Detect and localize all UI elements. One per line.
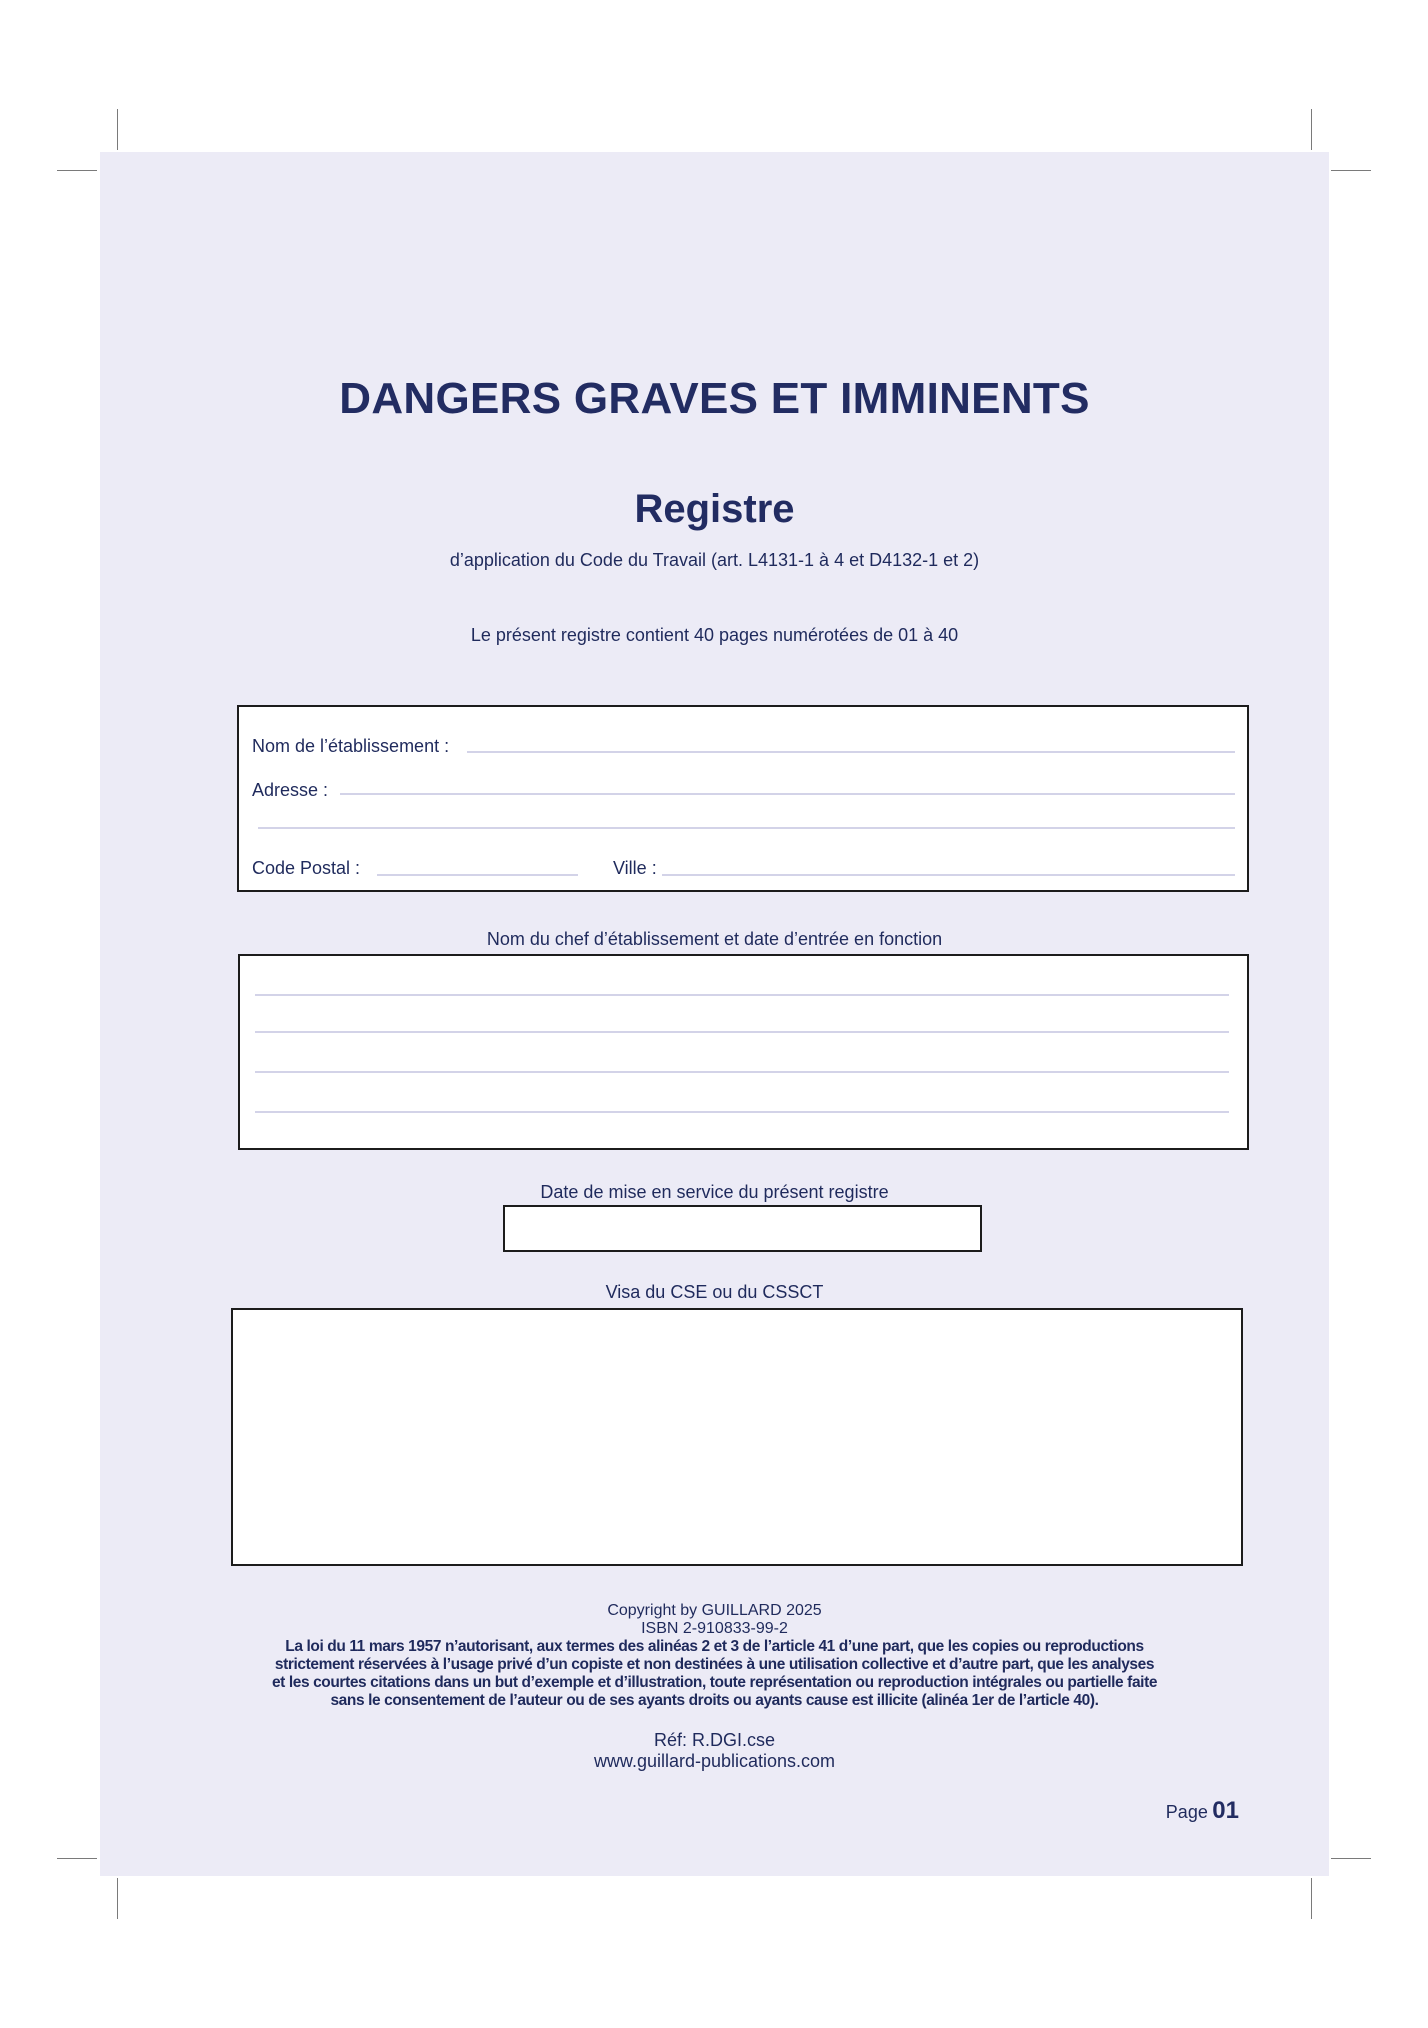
crop-mark-top-right-vertical <box>1311 109 1312 150</box>
page-number-label: Page <box>1165 1802 1208 1822</box>
page-number-value: 01 <box>1212 1797 1239 1824</box>
crop-mark-bottom-right-horizontal <box>1331 1858 1371 1859</box>
city-label: Ville : <box>613 858 657 878</box>
establishment-head-label: Nom du chef d’établissement et date d’entrée en fonction <box>486 929 943 949</box>
address-field-line-2[interactable] <box>258 827 1235 829</box>
head-field-line-3[interactable] <box>255 1071 1229 1073</box>
postal-code-field[interactable] <box>377 874 578 876</box>
page-number <box>1166 1797 1239 1825</box>
establishment-box <box>237 705 1249 892</box>
commissioning-date-field[interactable] <box>503 1205 982 1252</box>
reference-code: Réf: R.DGI.cse <box>653 1730 776 1750</box>
postal-code-label: Code Postal : <box>252 858 361 878</box>
establishment-name-field[interactable] <box>467 751 1235 753</box>
address-field-line-1[interactable] <box>340 793 1235 795</box>
crop-mark-top-left-vertical <box>117 109 118 150</box>
establishment-head-box <box>238 954 1249 1150</box>
commissioning-date-label: Date de mise en service du présent registre <box>540 1182 889 1202</box>
crop-mark-top-right-horizontal <box>1331 170 1371 171</box>
publisher-website: www.guillard-publications.com <box>593 1751 836 1771</box>
visa-label: Visa du CSE ou du CSSCT <box>605 1282 824 1302</box>
legal-notice-line-2: strictement réservées à l’usage privé d’un copiste et non destinées à une utilisation collective et d’autre part, que les analyses <box>274 1656 1155 1673</box>
document-title: DANGERS GRAVES ET IMMINENTS <box>339 374 1090 423</box>
crop-mark-bottom-right-vertical <box>1311 1878 1312 1919</box>
city-field[interactable] <box>662 874 1235 876</box>
isbn-line: ISBN 2-910833-99-2 <box>641 1620 788 1637</box>
establishment-name-label: Nom de l’établissement : <box>252 736 450 756</box>
legal-notice-line-4: sans le consentement de l’auteur ou de ses ayants droits ou ayants cause est illicite (alinéa 1er de l’article 40). <box>330 1692 1099 1709</box>
copyright-line: Copyright by GUILLARD 2025 <box>607 1602 822 1619</box>
register-page <box>100 152 1329 1876</box>
address-label: Adresse : <box>252 780 329 800</box>
page-count-line: Le présent registre contient 40 pages numérotées de 01 à 40 <box>470 625 959 645</box>
legal-notice-line-1: La loi du 11 mars 1957 n’autorisant, aux termes des alinéas 2 et 3 de l’article 41 d’une part, que les copies ou reproductions <box>285 1638 1144 1655</box>
head-field-line-4[interactable] <box>255 1111 1229 1113</box>
head-field-line-2[interactable] <box>255 1031 1229 1033</box>
legal-reference-line: d’application du Code du Travail (art. L4131-1 à 4 et D4132-1 et 2) <box>449 550 980 570</box>
crop-mark-top-left-horizontal <box>57 170 97 171</box>
visa-field[interactable] <box>231 1308 1243 1566</box>
crop-mark-bottom-left-horizontal <box>57 1858 97 1859</box>
legal-notice-line-3: et les courtes citations dans un but d’exemple et d’illustration, toute représentation ou reproduction intégrales ou partielle faite <box>271 1674 1158 1691</box>
document-subtitle: Registre <box>634 487 795 531</box>
crop-mark-bottom-left-vertical <box>117 1878 118 1919</box>
head-field-line-1[interactable] <box>255 994 1229 996</box>
